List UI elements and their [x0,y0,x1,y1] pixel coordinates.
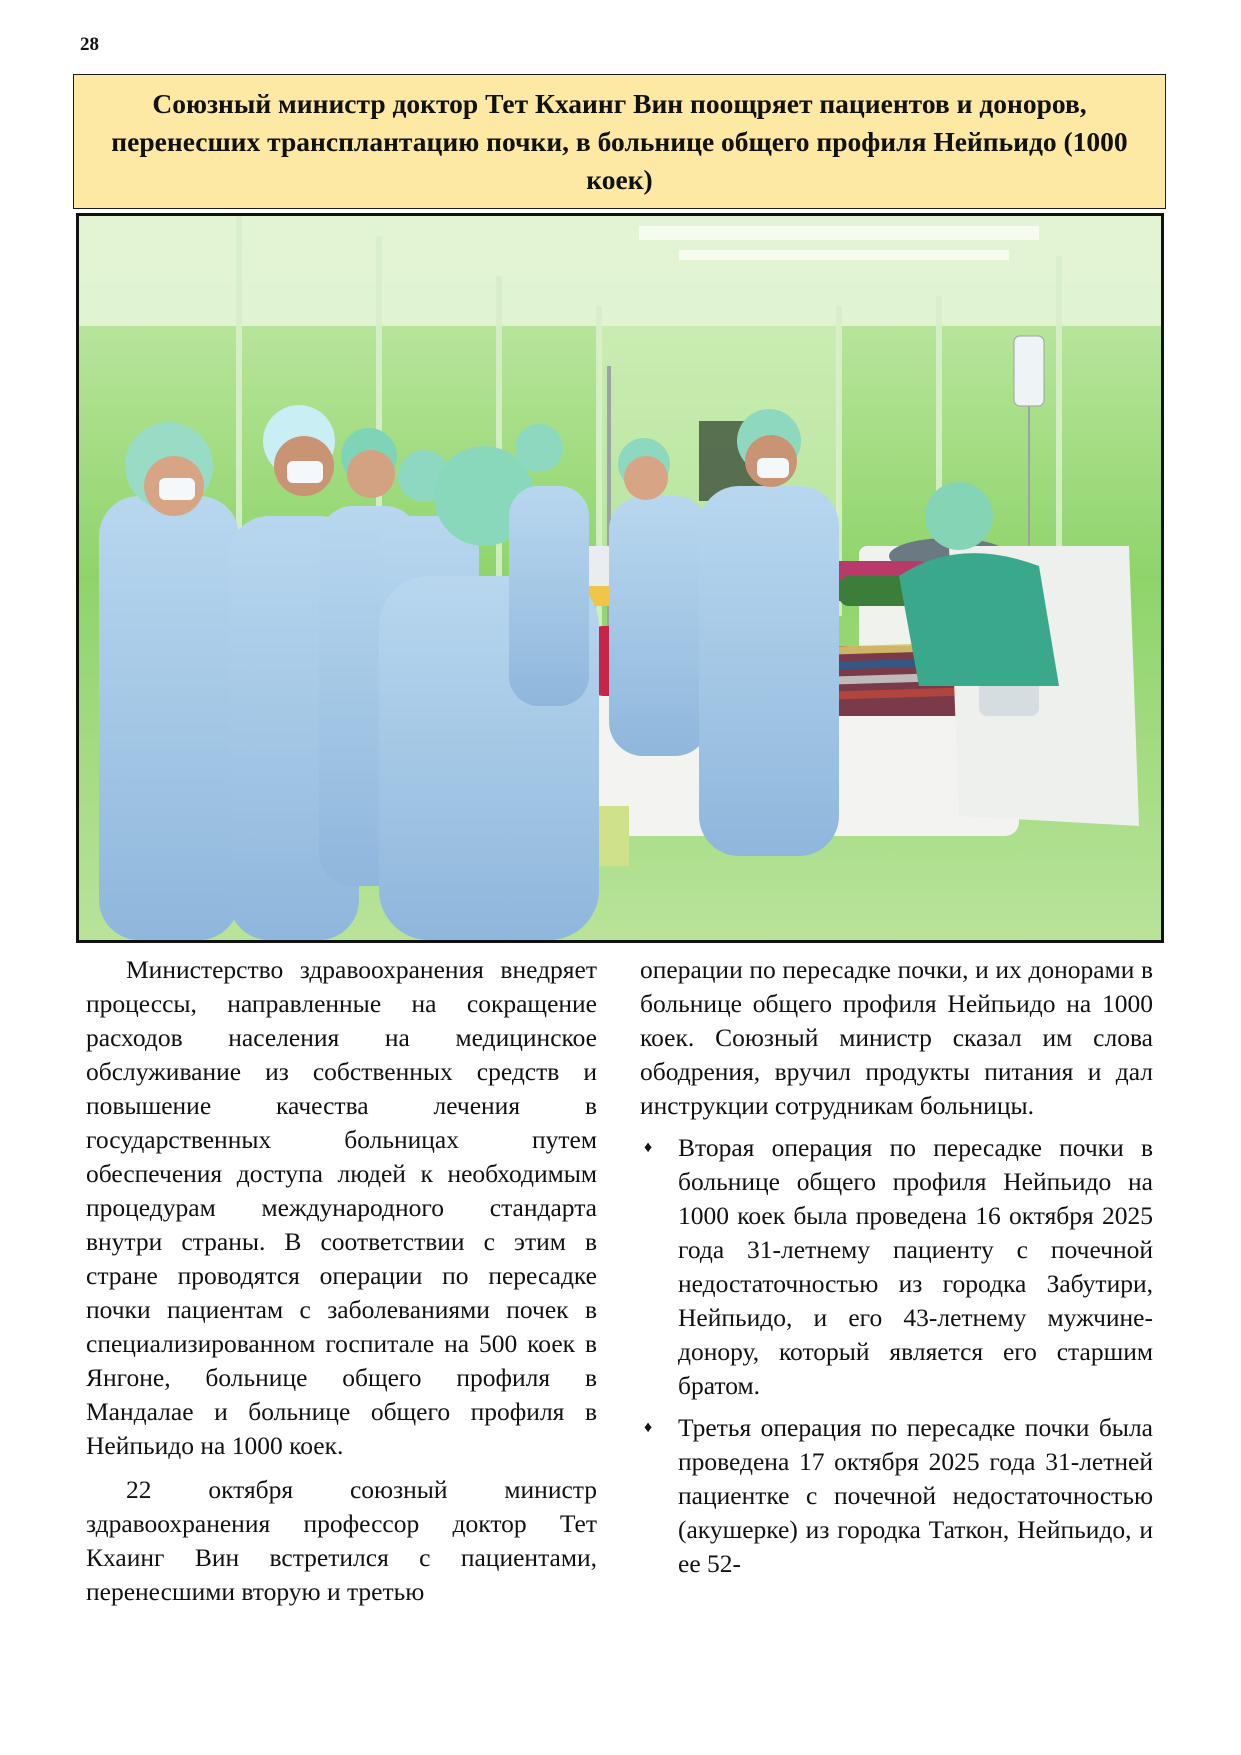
list-item [640,1131,1153,1403]
diamond-bullet-icon: ♦ [644,1139,653,1156]
headline-box [73,74,1166,209]
page-number: 28 [80,34,99,55]
list-item-text: Вторая операция по пересадке почки в больнице общего профиля Нейпьидо на 1000 коек была проведена 16 октября 2025 года 31-летнему пациенту с почечной недостаточностью из городка Забутири, Нейпьидо, и его 43-летнему мужчине-донору, который является его старшим братом. [678,1133,1153,1400]
diamond-bullet-icon: ♦ [644,1419,653,1436]
article-column-right [640,953,1153,1589]
article-paragraph: операции по пересадке почки, и их донорами в больнице общего профиля Нейпьидо на 1000 коек. Союзный министр сказал им слова ободрения, вручил продукты питания и дал инструкции сотрудникам больницы. [640,955,1153,1120]
list-item [640,1411,1153,1581]
article-column-left [86,953,597,1609]
hospital-ward-photo [79,216,1161,940]
list-item-text: Третья операция по пересадке почки была проведена 17 октября 2025 года 31-летней пациентке с почечной недостаточностью (акушерке) из городка Таткон, Нейпьидо, и ее 52- [678,1413,1153,1578]
headline: Союзный министр доктор Тет Кхаинг Вин поощряет пациентов и доноров, перенесших трансплантацию почки, в больнице общего профиля Нейпьидо (1000 коек) [111,87,1128,195]
article-photo [76,213,1164,943]
article-paragraph: 22 октября союзный министр здравоохранения профессор доктор Тет Кхаинг Вин встретился с пациентами, перенесшими вторую и третью [86,1475,597,1606]
bullet-list [640,1131,1153,1581]
article-paragraph: Министерство здравоохранения внедряет процессы, направленные на сокращение расходов населения на медицинское обслуживание из собственных средств и повышение качества лечения в государственных больницах путем обеспечения доступа людей к необходимым процедурам международного стандарта внутри страны. В соответствии с этим в стране проводятся операции по пересадке почки пациентам с заболеваниями почек в специализированном госпитале на 500 коек в Янгоне, больнице общего профиля в Мандалае и больнице общего профиля в Нейпьидо на 1000 коек. [86,955,597,1460]
